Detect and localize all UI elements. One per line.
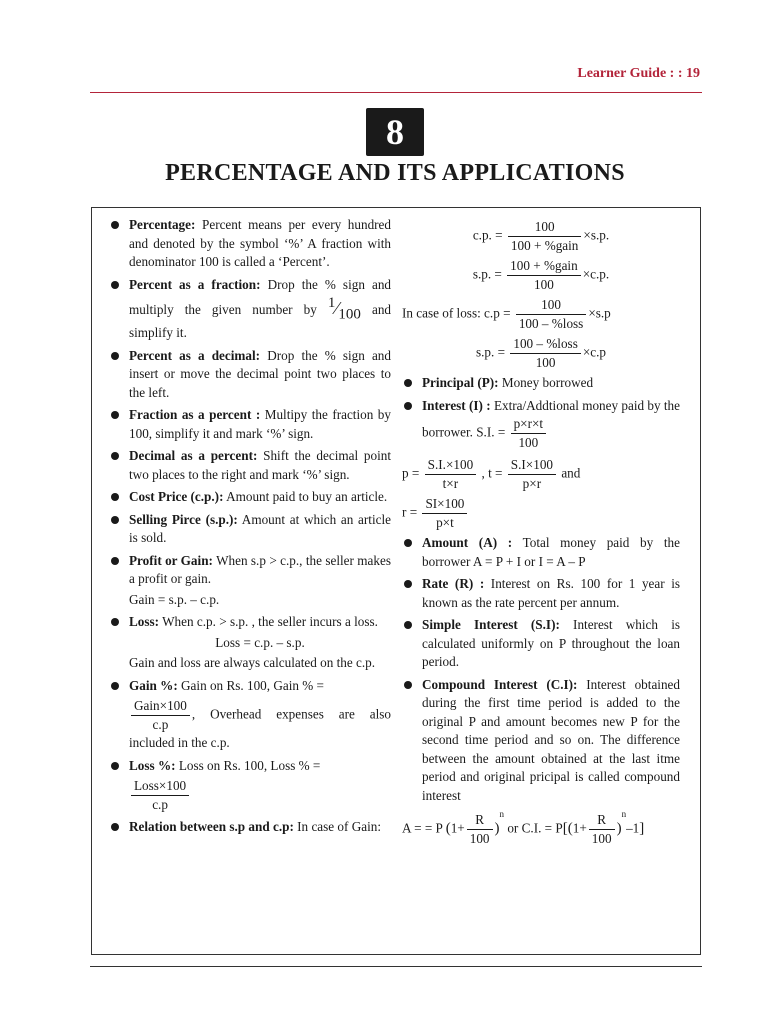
- list-item: Principal (P): Money borrowed: [402, 374, 680, 393]
- bullet-icon: [111, 221, 119, 229]
- header-rule: [90, 92, 702, 93]
- bullet-icon: [111, 516, 119, 524]
- list-item: Fraction as a percent : Multipy the fraction by 100, simplify it and mark ‘%’ sign.: [109, 406, 391, 443]
- content-box: [91, 207, 701, 955]
- list-item: Relation between s.p and c.p: In case of Gain:: [109, 818, 391, 837]
- list-item: Decimal as a percent: Shift the decimal point two places to the right and mark ‘%’ sign.: [109, 447, 391, 484]
- formula-sp-loss: s.p. = $\frac{\text{100 – \%loss}}{100}$ ×c.p: [475, 336, 607, 370]
- bullet-icon: [111, 557, 119, 565]
- formula-cp-loss: In case of loss: c.p = $\frac{100}{\text{100 – \%loss}}$ ×s.p: [402, 297, 611, 331]
- list-item: Amount (A) : Total money paid by the borrower A = P + I or I = A – P: [402, 534, 680, 571]
- left-column: [109, 216, 391, 841]
- list-item: Loss: When c.p. > s.p. , the seller incurs a loss. Loss = c.p. – s.p. Gain and loss are always calculated on the c.p.: [109, 613, 391, 673]
- list-item: Cost Price (c.p.): Amount paid to buy an article.: [109, 488, 391, 507]
- list-item: Compound Interest (C.I): Interest obtained during the first time period is added to the original P and amount becomes new P for the second time period and so on. The difference between the amount obtained at the last itme period and original pricipal is called compound interest: [402, 676, 680, 806]
- formula-compound: A = = P (1+ $\frac{R}{100}$ )$^n$ or C.I. = P[(1+ $\frac{R}{100}$ )$^n$–1]: [402, 809, 645, 846]
- list-item: Rate (R) : Interest on Rs. 100 for 1 year is known as the rate percent per annum.: [402, 575, 680, 612]
- list-item: Percentage: Percent means per every hundred and denoted by the symbol ‘%’ A fraction with denominator 100 is called a ‘Percent’.: [109, 216, 391, 272]
- bullet-icon: [111, 493, 119, 501]
- formula-sp-gain: s.p. = $\frac{\text{100 + \%gain}}{100}$ ×c.p.: [472, 258, 610, 292]
- bullet-icon: [111, 452, 119, 460]
- bullet-icon: [404, 402, 412, 410]
- bullet-icon: [404, 379, 412, 387]
- list-item: Selling Pirce (s.p.): Amount at which an article is sold.: [109, 511, 391, 548]
- list-item: Loss %: Loss on Rs. 100, Loss % = $\frac{\text{Loss×100}}{c.p}$: [109, 757, 391, 815]
- bullet-icon: [111, 281, 119, 289]
- page-header: Learner Guide : : 19: [577, 66, 700, 81]
- bullet-icon: [111, 352, 119, 360]
- bullet-icon: [111, 762, 119, 770]
- footer-rule: [90, 966, 702, 967]
- formula-r: r = $\frac{SI\times 100}{p\times t}$: [402, 495, 680, 532]
- list-item: Simple Interest (S.I): Interest which is calculated uniformly on P throughout the loan period.: [402, 616, 680, 672]
- bullet-icon: [404, 621, 412, 629]
- list-item: Interest (I) : Extra/Addtional money paid by the borrower. S.I. = $\frac{p\times r\times t}{100}$: [402, 397, 680, 453]
- list-item: Percent as a fraction: Drop the % sign and multiply the given number by $^1⁄_{100}$ and simplify it.: [109, 276, 391, 343]
- bullet-icon: [111, 411, 119, 419]
- bullet-icon: [404, 539, 412, 547]
- bullet-icon: [404, 681, 412, 689]
- bullet-icon: [111, 618, 119, 626]
- list-item: Gain %: Gain on Rs. 100, Gain % = $\frac{\text{Gain×100}}{c.p}$ , Overhead expenses are also included in the c.p.: [109, 677, 391, 753]
- bullet-icon: [111, 682, 119, 690]
- right-column: [402, 216, 680, 850]
- bullet-icon: [404, 580, 412, 588]
- chapter-title: PERCENTAGE AND ITS APPLICATIONS: [165, 160, 625, 186]
- chapter-number: 8: [366, 108, 424, 156]
- list-item: Profit or Gain: When s.p > c.p., the seller makes a profit or gain. Gain = s.p. – c.p.: [109, 552, 391, 610]
- formula-p-t: p = $\frac{S.I.\times 100}{t\times r}$ , t = $\frac{S.I\times 100}{p\times r}$ and: [402, 457, 581, 491]
- formula-cp-gain: c.p. = $\frac{100}{\text{100 + \%gain}}$ ×s.p.: [472, 219, 610, 253]
- bullet-icon: [111, 823, 119, 831]
- list-item: Percent as a decimal: Drop the % sign and insert or move the decimal point two places to the left.: [109, 347, 391, 403]
